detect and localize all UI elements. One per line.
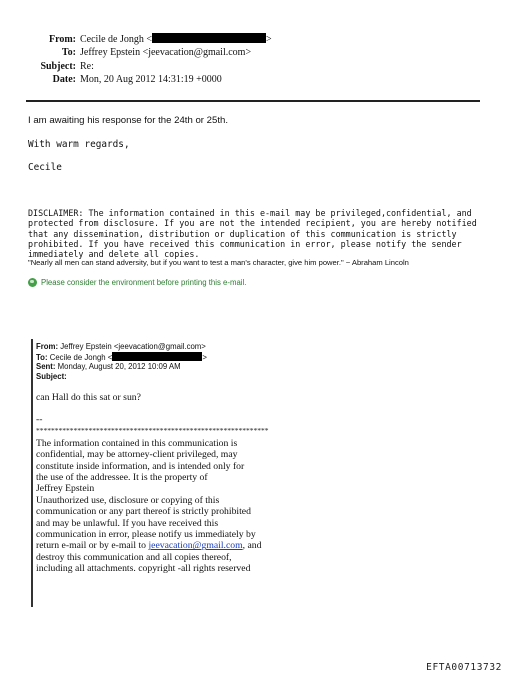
forwarded-subject-label: Subject:: [36, 371, 67, 381]
star-separator: **************************************************************: [36, 425, 269, 435]
forwarded-to-close: >: [202, 352, 207, 362]
forwarded-sent-value: Monday, August 20, 2012 10:09 AM: [57, 362, 181, 372]
header-to-row: [26, 46, 272, 59]
confidentiality-line: [36, 540, 336, 551]
confidentiality-text: return e-mail or by e-mail to: [36, 540, 149, 552]
forwarded-to-row: [36, 352, 207, 363]
confidentiality-line: the use of the addressee. It is the property of: [36, 472, 208, 484]
confidentiality-line: including all attachments. copyright -all rights reserved: [36, 563, 251, 575]
disclaimer-text: DISCLAIMER: The information contained in this e-mail may be privileged,confidential, and protected from disclosure. If you are not the intended recipient, you are hereby notified that any dissemination, distribution or duplication of this communication is strictly prohibited. If you have received this communication in error, please notify the sender immediately and delete all copies.: [28, 208, 477, 260]
header-to-value: Jeffrey Epstein <jeevacation@gmail.com>: [80, 47, 252, 59]
header-date-value: Mon, 20 Aug 2012 14:31:19 +0000: [80, 73, 222, 85]
environment-note: [28, 278, 246, 287]
header-divider: [26, 100, 480, 102]
confidentiality-line: and may be unlawful. If you have received this: [36, 517, 219, 529]
header-subject-label: Subject:: [40, 60, 76, 72]
confidentiality-line: Unauthorized use, disclosure or copying of this: [36, 494, 220, 506]
email-header: [26, 33, 272, 86]
forwarded-subject-row: [36, 372, 207, 382]
confidentiality-text: , and: [242, 540, 262, 552]
confidentiality-line: The information contained in this communication is: [36, 437, 238, 449]
header-from-label: From:: [48, 34, 76, 45]
forwarded-from-label: From:: [36, 342, 59, 351]
header-subject-value: Re:: [80, 60, 94, 72]
forwarded-header: [36, 342, 207, 381]
quote-text: "Nearly all men can stand adversity, but if you want to test a man's character, give him power." ~ Abraham Lincoln: [28, 258, 409, 267]
reply-signature: Cecile: [28, 162, 62, 173]
header-subject-row: [26, 60, 272, 73]
redaction-block: [152, 33, 266, 43]
forwarded-from-value: Jeffrey Epstein <jeevacation@gmail.com>: [60, 342, 206, 351]
header-to-label: To:: [61, 47, 76, 59]
forwarded-sent-label: Sent:: [36, 362, 56, 372]
confidentiality-line: constitute inside information, and is intended only for: [36, 460, 245, 472]
confidentiality-line: destroy this communication and all copies thereof,: [36, 551, 232, 563]
confidentiality-line: confidential, may be attorney-client privileged, may: [36, 449, 238, 461]
forwarded-from-row: [36, 342, 207, 352]
original-question: can Hall do this sat or sun?: [36, 392, 141, 403]
header-from-close: >: [266, 34, 272, 45]
forwarded-sent-row: [36, 362, 207, 372]
redaction-block: [112, 352, 202, 361]
globe-icon: [28, 278, 37, 287]
confidentiality-line: communication or any part thereof is strictly prohibited: [36, 506, 251, 518]
header-date-row: [26, 73, 272, 86]
reply-line: I am awaiting his response for the 24th or 25th.: [28, 115, 228, 126]
document-id: EFTA00713732: [426, 662, 502, 673]
environment-note-text: Please consider the environment before printing this e-mail.: [41, 278, 247, 287]
header-from-value: Cecile de Jongh <: [80, 34, 153, 45]
header-from-row: [26, 33, 272, 46]
confidentiality-line: Jeffrey Epstein: [36, 483, 95, 495]
quote-bar: [31, 339, 33, 607]
header-date-label: Date:: [52, 73, 76, 85]
signature-dashes: --: [36, 414, 43, 426]
original-message-body: [36, 392, 336, 575]
email-link[interactable]: jeevacation@gmail.com: [148, 540, 243, 552]
forwarded-to-value: Cecile de Jongh <: [49, 352, 113, 362]
forwarded-to-label: To:: [36, 352, 48, 362]
confidentiality-line: communication in error, please notify us immediately by: [36, 529, 256, 541]
reply-closing: With warm regards,: [28, 139, 130, 150]
